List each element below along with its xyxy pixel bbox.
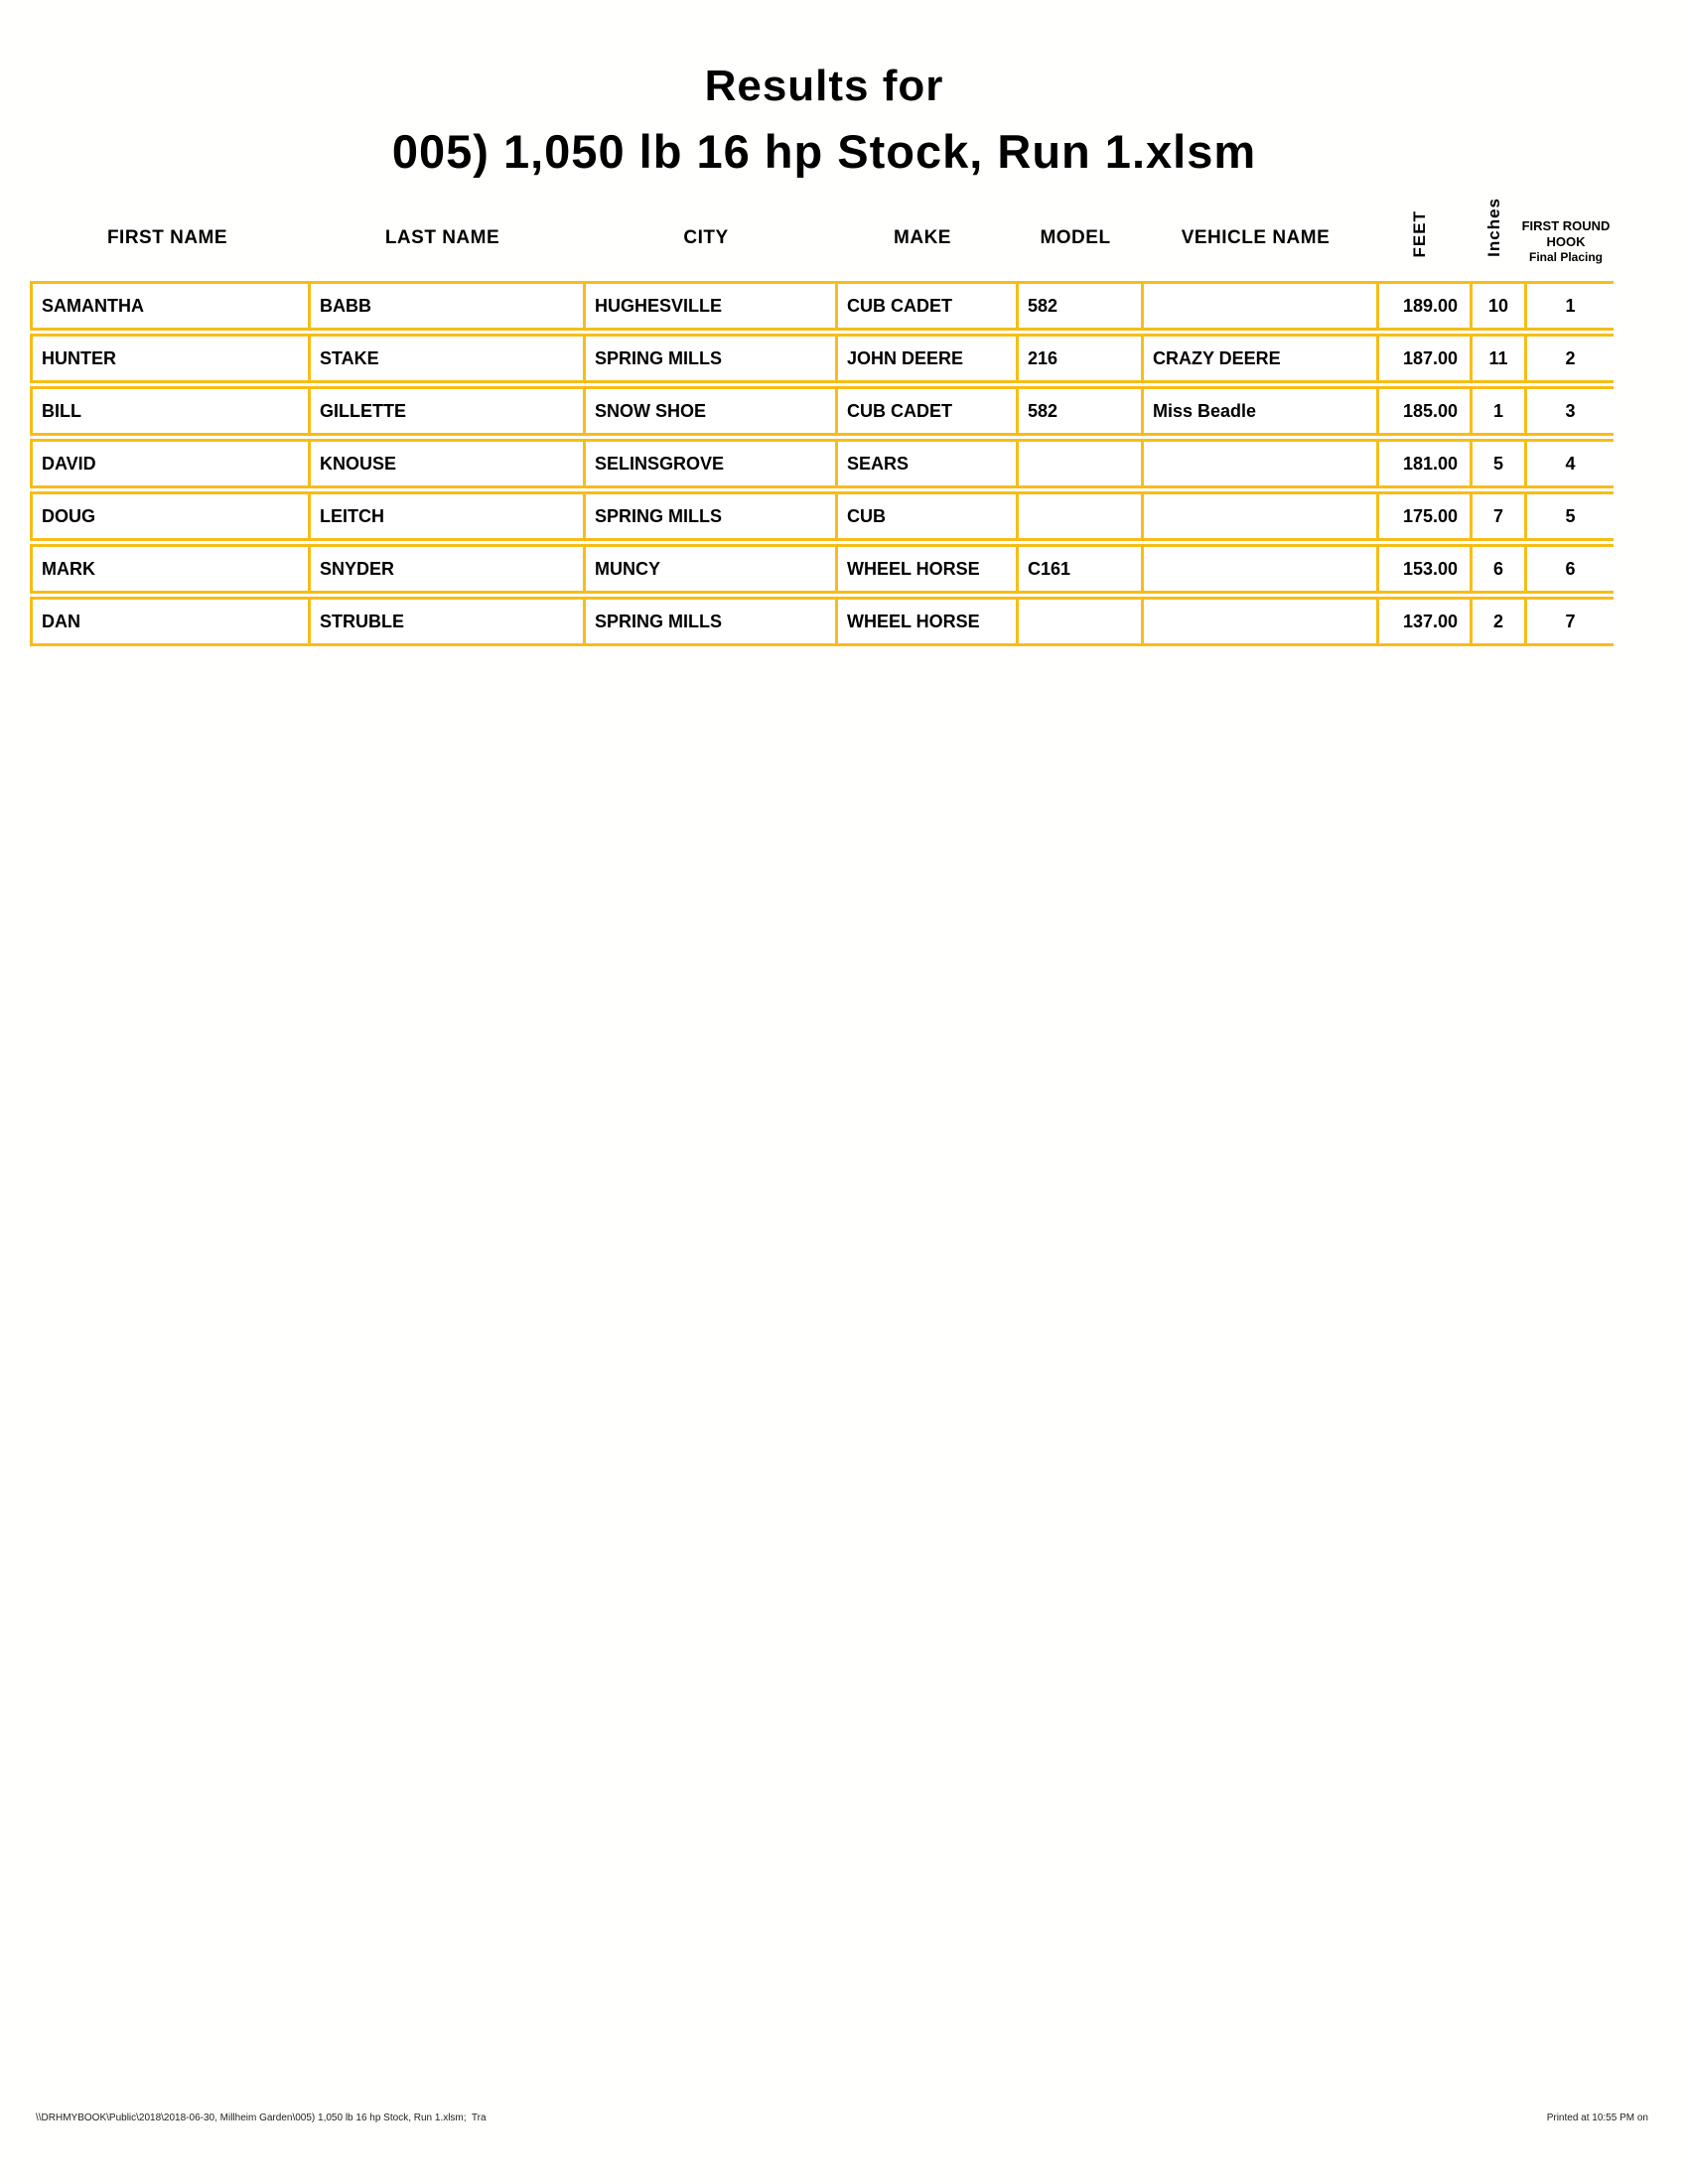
cell-last-name: GILLETTE: [308, 389, 583, 433]
cell-placing: 1: [1524, 284, 1614, 328]
cell-city: SELINSGROVE: [583, 442, 835, 485]
table-header-row: [30, 174, 1611, 281]
cell-vehicle-name: Miss Beadle: [1141, 389, 1376, 433]
cell-feet: 189.00: [1376, 284, 1470, 328]
cell-make: CUB CADET: [835, 284, 1016, 328]
cell-feet: 185.00: [1376, 389, 1470, 433]
cell-make: CUB: [835, 494, 1016, 538]
cell-inches: 5: [1470, 442, 1524, 485]
column-header-line-placing-2: HOOK: [1546, 234, 1586, 249]
column-header-label-first-name: FIRST NAME: [106, 227, 228, 248]
cell-first-name: HUNTER: [42, 347, 116, 368]
table-row: [30, 597, 1614, 646]
cell-first-name: DOUG: [42, 505, 95, 526]
column-header-label-model: MODEL: [1040, 227, 1111, 248]
cell-feet: 153.00: [1376, 547, 1470, 591]
cell-city: MUNCY: [583, 547, 835, 591]
cell-city: SNOW SHOE: [583, 389, 835, 433]
column-header-vehicle-name: [1138, 227, 1373, 281]
column-header-placing: [1521, 218, 1611, 281]
page-subtitle-filename: 005) 1,050 lb 16 hp Stock, Run 1.xlsm: [391, 125, 1257, 178]
cell-inches: 10: [1470, 284, 1524, 328]
cell-inches: 7: [1470, 494, 1524, 538]
cell-model: [1016, 600, 1141, 643]
cell-vehicle-name: [1141, 284, 1376, 328]
cell-last-name: STRUBLE: [308, 600, 583, 643]
cell-first-name: BILL: [42, 400, 81, 421]
cell-placing: 2: [1524, 337, 1614, 380]
table-row: [30, 544, 1614, 594]
cell-first-name: MARK: [42, 558, 95, 579]
cell-placing: 4: [1524, 442, 1614, 485]
cell-model: 582: [1016, 389, 1141, 433]
cell-feet: 181.00: [1376, 442, 1470, 485]
cell-model: 582: [1016, 284, 1141, 328]
table-row: [30, 386, 1614, 436]
column-header-label-inches: Inches: [1483, 198, 1503, 257]
cell-last-name: BABB: [308, 284, 583, 328]
column-header-label-placing: [1522, 218, 1611, 281]
table-row: [30, 439, 1614, 488]
cell-placing: 5: [1524, 494, 1614, 538]
cell-model: C161: [1016, 547, 1141, 591]
cell-make: WHEEL HORSE: [835, 600, 1016, 643]
cell-vehicle-name: [1141, 442, 1376, 485]
column-header-label-feet: FEET: [1410, 209, 1429, 257]
cell-vehicle-name: [1141, 600, 1376, 643]
table-row: [30, 334, 1614, 383]
cell-last-name: SNYDER: [308, 547, 583, 591]
cell-inches: 11: [1470, 337, 1524, 380]
column-header-first-name: [30, 227, 305, 281]
cell-feet: 187.00: [1376, 337, 1470, 380]
cell-inches: 1: [1470, 389, 1524, 433]
table-row: [30, 491, 1614, 541]
cell-city: SPRING MILLS: [583, 600, 835, 643]
column-header-feet: [1373, 210, 1467, 281]
cell-vehicle-name: [1141, 547, 1376, 591]
cell-last-name: STAKE: [308, 337, 583, 380]
column-header-label-make: MAKE: [894, 227, 951, 248]
cell-last-name: LEITCH: [308, 494, 583, 538]
cell-make: SEARS: [835, 442, 1016, 485]
footer-file-path: \\DRHMYBOOK\Public\2018\2018-06-30, Millheim Garden\005) 1,050 lb 16 hp Stock, Run 1.xlsm; Tra: [36, 2113, 487, 2123]
column-header-last-name: [305, 227, 580, 281]
cell-city: HUGHESVILLE: [583, 284, 835, 328]
cell-inches: 6: [1470, 547, 1524, 591]
column-header-make: [832, 227, 1013, 281]
cell-model: [1016, 494, 1141, 538]
column-header-label-city: CITY: [683, 227, 729, 248]
column-header-city: [580, 227, 832, 281]
cell-vehicle-name: CRAZY DEERE: [1141, 337, 1376, 380]
table-row: [30, 281, 1614, 331]
column-header-line-placing-1: FIRST ROUND: [1521, 218, 1611, 233]
title-block: [0, 62, 1648, 179]
cell-make: CUB CADET: [835, 389, 1016, 433]
results-table: [30, 281, 1614, 649]
cell-first-name: SAMANTHA: [42, 295, 144, 316]
cell-inches: 2: [1470, 600, 1524, 643]
page-title: Results for: [704, 62, 944, 110]
column-header-inches: [1467, 198, 1521, 281]
column-header-label-last-name: LAST NAME: [384, 227, 500, 248]
column-header-line-placing-3: Final Placing: [1528, 250, 1603, 264]
cell-model: 216: [1016, 337, 1141, 380]
cell-feet: 175.00: [1376, 494, 1470, 538]
cell-feet: 137.00: [1376, 600, 1470, 643]
cell-model: [1016, 442, 1141, 485]
cell-make: JOHN DEERE: [835, 337, 1016, 380]
cell-city: SPRING MILLS: [583, 494, 835, 538]
cell-placing: 6: [1524, 547, 1614, 591]
footer-printed-timestamp: Printed at 10:55 PM on: [1546, 2113, 1648, 2123]
column-header-model: [1013, 227, 1138, 281]
cell-last-name: KNOUSE: [308, 442, 583, 485]
cell-placing: 3: [1524, 389, 1614, 433]
cell-first-name: DAVID: [42, 453, 96, 474]
cell-make: WHEEL HORSE: [835, 547, 1016, 591]
cell-first-name: DAN: [42, 611, 80, 631]
cell-placing: 7: [1524, 600, 1614, 643]
cell-vehicle-name: [1141, 494, 1376, 538]
column-header-label-vehicle-name: VEHICLE NAME: [1181, 227, 1331, 248]
cell-city: SPRING MILLS: [583, 337, 835, 380]
